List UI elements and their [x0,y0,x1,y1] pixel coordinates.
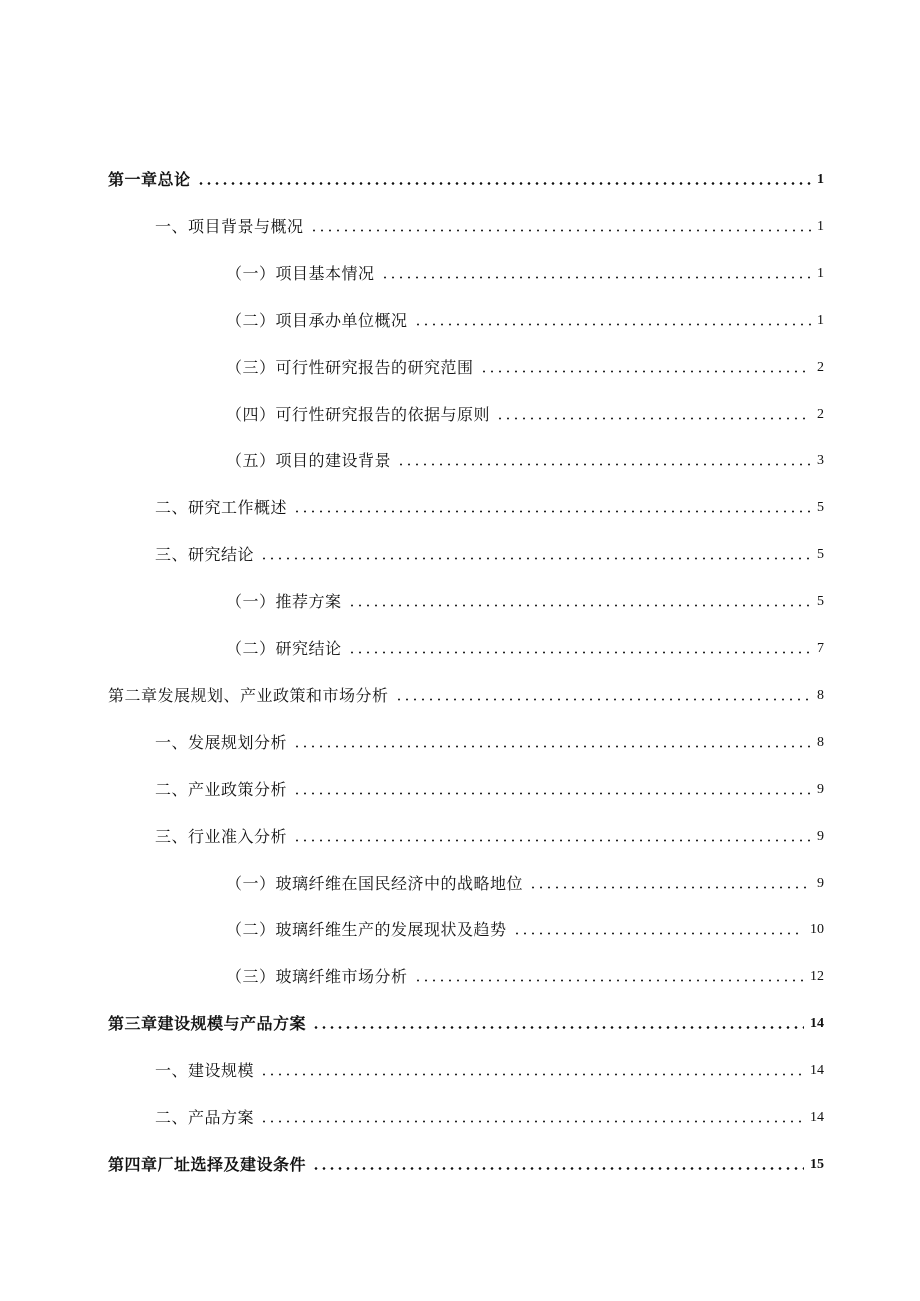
toc-dot-leader [293,839,811,842]
toc-entry-title: 一、发展规划分析 [155,733,288,752]
toc-page-number: 15 [810,1157,824,1172]
toc-page-number: 14 [810,1016,824,1031]
toc-entry-title: （一）项目基本情况 [226,264,375,283]
toc-dot-leader [197,182,811,185]
toc-subsection-entry[interactable] [226,916,824,940]
toc-dot-leader [293,510,811,513]
toc-entry-title: （四）可行性研究报告的依据与原则 [226,405,491,424]
toc-entry-title: 第三章建设规模与产品方案 [108,1014,307,1033]
toc-section-entry[interactable] [155,1104,824,1128]
toc-dot-leader [513,932,804,935]
toc-dot-leader [496,417,811,420]
toc-dot-leader [348,651,811,654]
toc-page-number: 14 [810,1110,824,1125]
toc-dot-leader [529,886,811,889]
toc-dot-leader [310,229,811,232]
toc-page-number: 8 [817,688,824,703]
toc-page-number: 3 [817,453,824,468]
toc-page-number: 9 [817,782,824,797]
toc-entry-title: （一）推荐方案 [226,592,342,611]
toc-page-number: 5 [817,500,824,515]
toc-subsection-entry[interactable] [226,260,824,284]
toc-subsection-entry[interactable] [226,963,824,987]
toc-dot-leader [414,323,811,326]
toc-page-number: 7 [817,641,824,656]
toc-dot-leader [414,979,804,982]
toc-chapter-entry[interactable] [108,682,824,706]
toc-dot-leader [381,276,811,279]
toc-dot-leader [293,745,811,748]
toc-dot-leader [293,792,811,795]
toc-chapter-entry[interactable] [108,166,824,190]
toc-entry-title: （一）玻璃纤维在国民经济中的战略地位 [226,874,524,893]
toc-entry-title: （二）研究结论 [226,639,342,658]
toc-dot-leader [312,1026,804,1029]
toc-entry-title: 二、产业政策分析 [155,780,288,799]
toc-page-number: 12 [810,969,824,984]
toc-chapter-entry[interactable] [108,1151,824,1175]
toc-dot-leader [260,1120,804,1123]
toc-entry-title: 一、建设规模 [155,1061,255,1080]
toc-page-number: 2 [817,360,824,375]
toc-page-number: 1 [817,219,824,234]
toc-subsection-entry[interactable] [226,447,824,471]
toc-entry-title: （三）可行性研究报告的研究范围 [226,358,474,377]
toc-entry-title: 第四章厂址选择及建设条件 [108,1155,307,1174]
toc-section-entry[interactable] [155,213,824,237]
toc-section-entry[interactable] [155,823,824,847]
toc-entry-title: 一、项目背景与概况 [155,217,304,236]
toc-subsection-entry[interactable] [226,354,824,378]
toc-subsection-entry[interactable] [226,588,824,612]
toc-section-entry[interactable] [155,1057,824,1081]
toc-page-number: 5 [817,594,824,609]
toc-dot-leader [260,1073,804,1076]
toc-page-number: 5 [817,547,824,562]
toc-dot-leader [397,463,811,466]
toc-page-number: 1 [817,172,824,187]
toc-subsection-entry[interactable] [226,635,824,659]
toc-entry-title: 第二章发展规划、产业政策和市场分析 [108,686,389,705]
toc-page-number: 9 [817,876,824,891]
toc-entry-title: （二）玻璃纤维生产的发展现状及趋势 [226,920,507,939]
toc-section-entry[interactable] [155,776,824,800]
toc-page-number: 14 [810,1063,824,1078]
toc-subsection-entry[interactable] [226,870,824,894]
toc-entry-title: （五）项目的建设背景 [226,451,392,470]
toc-dot-leader [395,698,811,701]
toc-page-number: 1 [817,266,824,281]
toc-dot-leader [480,370,811,373]
toc-dot-leader [312,1167,804,1170]
toc-dot-leader [260,557,811,560]
toc-subsection-entry[interactable] [226,307,824,331]
toc-entry-title: 二、产品方案 [155,1108,255,1127]
toc-entry-title: 第一章总论 [108,170,191,189]
toc-chapter-entry[interactable] [108,1010,824,1034]
toc-section-entry[interactable] [155,541,824,565]
toc-subsection-entry[interactable] [226,401,824,425]
toc-page-number: 8 [817,735,824,750]
toc-page-number: 9 [817,829,824,844]
toc-section-entry[interactable] [155,494,824,518]
toc-page-number: 1 [817,313,824,328]
toc-entry-title: （三）玻璃纤维市场分析 [226,967,408,986]
toc-entry-title: 三、研究结论 [155,545,255,564]
toc-page-number: 2 [817,407,824,422]
toc-section-entry[interactable] [155,729,824,753]
toc-entry-title: 二、研究工作概述 [155,498,288,517]
toc-page-number: 10 [810,922,824,937]
toc-dot-leader [348,604,811,607]
toc-entry-title: （二）项目承办单位概况 [226,311,408,330]
toc-entry-title: 三、行业准入分析 [155,827,288,846]
